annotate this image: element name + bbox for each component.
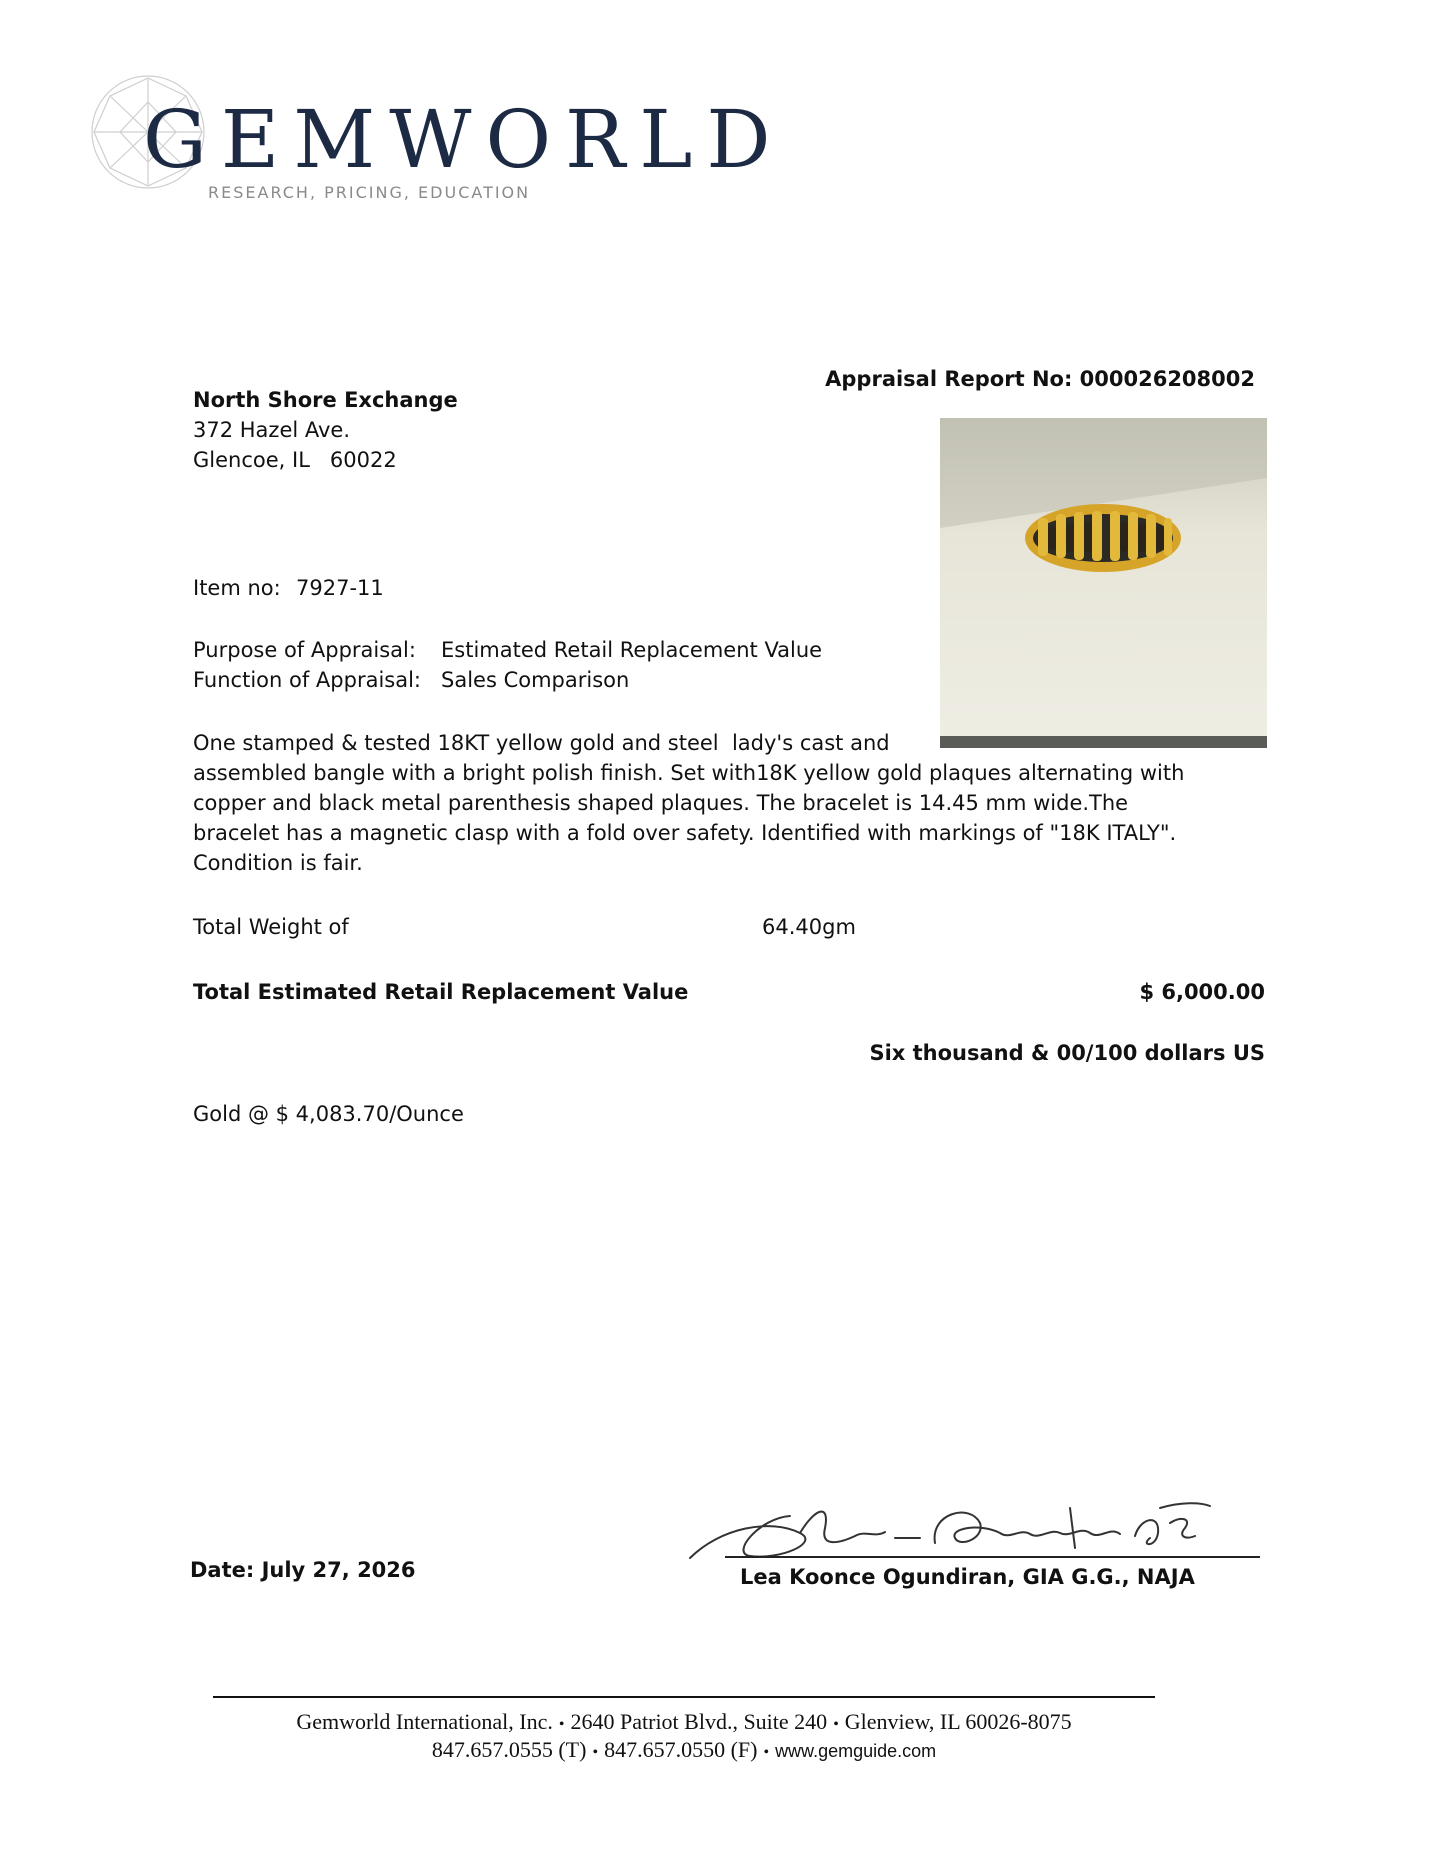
client-name: North Shore Exchange	[193, 388, 458, 412]
footer-divider	[213, 1696, 1155, 1698]
total-weight-value: 64.40gm	[762, 915, 856, 939]
function-label: Function of Appraisal:	[193, 668, 421, 692]
signature-line	[725, 1556, 1260, 1558]
appraisal-date: Date: July 27, 2026	[190, 1558, 416, 1582]
footer-company: Gemworld International, Inc.	[296, 1709, 553, 1734]
bullet-icon: •	[763, 1744, 770, 1761]
item-number-value: 7927-11	[296, 576, 384, 600]
footer-phone: 847.657.0555 (T)	[431, 1737, 587, 1762]
bracelet-image	[1025, 504, 1181, 572]
appraiser-name: Lea Koonce Ogundiran, GIA G.G., NAJA	[740, 1565, 1195, 1589]
item-description-text: One stamped & tested 18KT yellow gold and steel lady's cast and assembled bangle with a bright polish finish. Set with18K yellow gold plaques alternating with copper and black metal parenthesis shaped plaques. The bracelet is 14.45 mm wide.The bracelet has a magnetic clasp with a fold over safety. Identified with markings of "18K ITALY". Condition is fair.	[193, 731, 1192, 875]
footer-street: 2640 Patriot Blvd., Suite 240	[570, 1709, 828, 1734]
footer-contact-line	[213, 1736, 1155, 1767]
bullet-icon: •	[592, 1744, 599, 1761]
purpose-value: Estimated Retail Replacement Value	[441, 638, 823, 662]
bullet-icon: •	[833, 1716, 839, 1733]
logo-wordmark: GEMWORLD	[143, 93, 785, 186]
valuation-label: Total Estimated Retail Replacement Value	[193, 980, 689, 1004]
valuation-in-words: Six thousand & 00/100 dollars US	[869, 1041, 1265, 1065]
client-address-line2: Glencoe, IL 60022	[193, 448, 397, 472]
function-value: Sales Comparison	[441, 668, 630, 692]
valuation-amount: $ 6,000.00	[1139, 980, 1265, 1004]
bracelet-photo	[940, 418, 1267, 748]
item-description	[193, 728, 1213, 878]
item-number-label: Item no:	[193, 576, 281, 600]
purpose-label: Purpose of Appraisal:	[193, 638, 416, 662]
bullet-icon: •	[558, 1716, 565, 1733]
gold-rate: Gold @ $ 4,083.70/Ounce	[193, 1102, 464, 1126]
footer-address-line	[213, 1708, 1155, 1739]
footer-website-link[interactable]: www.gemguide.com	[775, 1741, 937, 1761]
appraisal-report-number: Appraisal Report No: 000026208002	[825, 367, 1255, 391]
client-address-line1: 372 Hazel Ave.	[193, 418, 351, 442]
footer-city: Glenview, IL 60026-8075	[844, 1709, 1072, 1734]
footer-fax: 847.657.0550 (F)	[604, 1737, 758, 1762]
total-weight-label: Total Weight of	[193, 915, 349, 939]
logo-tagline: RESEARCH, PRICING, EDUCATION	[208, 183, 531, 202]
